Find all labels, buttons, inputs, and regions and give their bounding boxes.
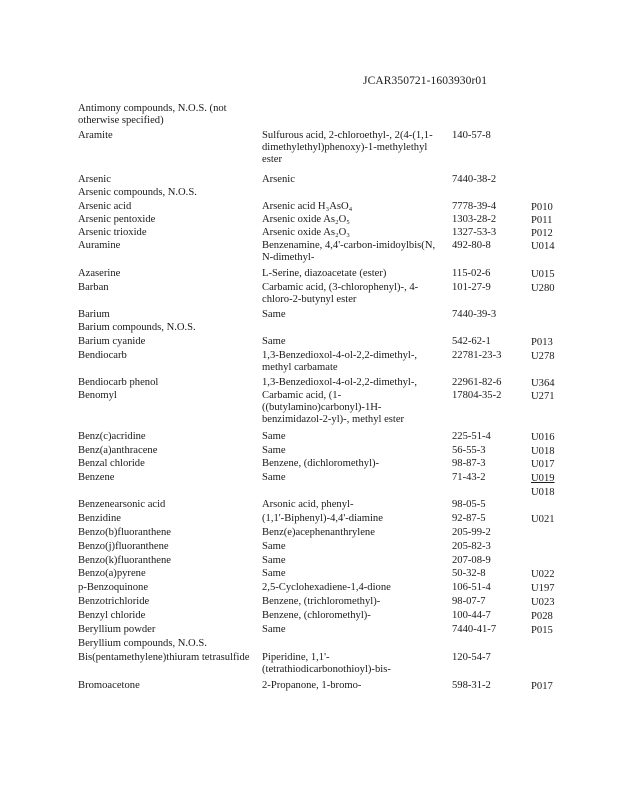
- waste-code: U364: [531, 378, 555, 389]
- waste-code: U019: [531, 473, 555, 484]
- waste-codes: [531, 596, 581, 610]
- substance-name: Bis(pentamethylene)thiuram tetrasulfide: [78, 652, 250, 663]
- waste-codes: [531, 568, 581, 582]
- waste-codes: [531, 214, 581, 228]
- cas-number: 7440-39-3: [452, 309, 497, 320]
- substance-name: Arsenic acid: [78, 201, 132, 212]
- waste-codes: [531, 582, 581, 596]
- waste-codes: [531, 377, 581, 391]
- waste-code: U018: [531, 446, 555, 457]
- substance-name: Benzo(b)fluoranthene: [78, 527, 171, 538]
- waste-code: U014: [531, 241, 555, 252]
- cas-number: 22961-82-6: [452, 377, 502, 388]
- waste-codes: [531, 624, 581, 638]
- substance-name: Auramine: [78, 240, 121, 251]
- waste-code: U015: [531, 269, 555, 280]
- substance-synonym: Same: [262, 309, 286, 320]
- substance-synonym: Arsenic oxide As₂O₃: [262, 227, 351, 238]
- substance-name: Azaserine: [78, 268, 121, 279]
- waste-code: P010: [531, 202, 553, 213]
- waste-code: U016: [531, 432, 555, 443]
- substance-synonym: Same: [262, 336, 286, 347]
- cas-number: 115-02-6: [452, 268, 491, 279]
- cas-number: 598-31-2: [452, 680, 491, 691]
- cas-number: 98-87-3: [452, 458, 486, 469]
- substance-synonym: Benzene, (dichloromethyl)-: [262, 458, 380, 469]
- substance-synonym: Benz(e)acephenanthrylene: [262, 527, 375, 538]
- substance-name: Aramite: [78, 130, 113, 141]
- cas-number: 17804-35-2: [452, 390, 502, 401]
- waste-codes: [531, 513, 581, 527]
- waste-codes: [531, 282, 581, 296]
- substance-name: Benzenearsonic acid: [78, 499, 166, 510]
- substance-synonym: Arsenic: [262, 174, 295, 185]
- waste-codes: [531, 336, 581, 350]
- cas-number: 205-99-2: [452, 527, 491, 538]
- waste-code: U022: [531, 569, 555, 580]
- cas-number: 542-62-1: [452, 336, 491, 347]
- substance-name: Benz(a)anthracene: [78, 445, 158, 456]
- cas-number: 1303-28-2: [452, 214, 497, 225]
- substance-name: Beryllium compounds, N.O.S.: [78, 638, 207, 649]
- substance-synonym: Same: [262, 555, 286, 566]
- substance-name: Benzotrichloride: [78, 596, 150, 607]
- cas-number: 100-44-7: [452, 610, 491, 621]
- substance-name: Barban: [78, 282, 109, 293]
- cas-number: 1327-53-3: [452, 227, 497, 238]
- substance-synonym: Piperidine, 1,1'-(tetrathiodicarbonothioyl)-bis-: [262, 652, 391, 675]
- cas-number: 7440-41-7: [452, 624, 497, 635]
- cas-number: 22781-23-3: [452, 350, 502, 361]
- substance-name: Benzyl chloride: [78, 610, 146, 621]
- substance-synonym: Carbamic acid, (3-chlorophenyl)-, 4-chloro-2-butynyl ester: [262, 282, 419, 305]
- waste-code: U018: [531, 487, 555, 498]
- substance-name: Bendiocarb phenol: [78, 377, 159, 388]
- cas-number: 101-27-9: [452, 282, 491, 293]
- waste-codes: [531, 390, 581, 404]
- substance-synonym: Arsenic acid H₃AsO₄: [262, 201, 353, 212]
- cas-number: 71-43-2: [452, 472, 486, 483]
- cas-number: 120-54-7: [452, 652, 491, 663]
- substance-name: Barium compounds, N.O.S.: [78, 322, 196, 333]
- substance-synonym: Arsonic acid, phenyl-: [262, 499, 354, 510]
- cas-number: 106-51-4: [452, 582, 491, 593]
- substance-name: Barium cyanide: [78, 336, 146, 347]
- cas-number: 98-05-5: [452, 499, 486, 510]
- substance-synonym: Carbamic acid, (1-((butylamino)carbonyl)-1H-benzimidazol-2-yl)-, methyl ester: [262, 390, 405, 425]
- substance-synonym: L-Serine, diazoacetate (ester): [262, 268, 387, 279]
- substance-name: Benzo(a)pyrene: [78, 568, 146, 579]
- substance-name: Benzo(j)fluoranthene: [78, 541, 169, 552]
- substance-synonym: Benzenamine, 4,4'-carbon-imidoylbis(N, N-dimethyl-: [262, 240, 436, 263]
- waste-codes: [531, 240, 581, 254]
- document-id-header: JCAR350721-1603930r01: [363, 75, 488, 87]
- cas-number: 56-55-3: [452, 445, 486, 456]
- substance-synonym: Same: [262, 472, 286, 483]
- waste-codes: [531, 445, 581, 459]
- substance-synonym: Sulfurous acid, 2-chloroethyl-, 2(4-(1,1-dimethylethyl)phenoxy)-1-methylethyl ester: [262, 130, 433, 165]
- substance-synonym: Same: [262, 541, 286, 552]
- cas-number: 140-57-8: [452, 130, 491, 141]
- cas-number: 92-87-5: [452, 513, 486, 524]
- waste-codes: [531, 227, 581, 241]
- substance-name: Benzene: [78, 472, 115, 483]
- waste-code: P017: [531, 681, 553, 692]
- waste-codes: [531, 458, 581, 472]
- substance-name: Arsenic trioxide: [78, 227, 147, 238]
- substance-synonym: Arsenic oxide As₂O₅: [262, 214, 351, 225]
- substance-synonym: Same: [262, 445, 286, 456]
- waste-code: P013: [531, 337, 553, 348]
- substance-name: Benz(c)acridine: [78, 431, 146, 442]
- substance-synonym: Benzene, (chloromethyl)-: [262, 610, 371, 621]
- waste-codes: [531, 350, 581, 364]
- substance-synonym: Benzene, (trichloromethyl)-: [262, 596, 381, 607]
- substance-name: Benzo(k)fluoranthene: [78, 555, 171, 566]
- substance-name: Barium: [78, 309, 110, 320]
- substance-synonym: 1,3-Benzedioxol-4-ol-2,2-dimethyl-,: [262, 377, 418, 388]
- substance-name: Beryllium powder: [78, 624, 156, 635]
- substance-synonym: 2,5-Cyclohexadiene-1,4-dione: [262, 582, 391, 593]
- waste-code: U021: [531, 514, 555, 525]
- cas-number: 7440-38-2: [452, 174, 497, 185]
- waste-codes: [531, 201, 581, 215]
- substance-synonym: 2-Propanone, 1-bromo-: [262, 680, 362, 691]
- cas-number: 207-08-9: [452, 555, 491, 566]
- cas-number: 492-80-8: [452, 240, 491, 251]
- substance-name: Arsenic: [78, 174, 111, 185]
- waste-code: P028: [531, 611, 553, 622]
- substance-name: Antimony compounds, N.O.S. (not otherwise specified): [78, 103, 227, 126]
- substance-name: p-Benzoquinone: [78, 582, 149, 593]
- substance-name: Arsenic pentoxide: [78, 214, 156, 225]
- substance-synonym: Same: [262, 431, 286, 442]
- cas-number: 50-32-8: [452, 568, 486, 579]
- waste-codes: [531, 680, 581, 694]
- cas-number: 7778-39-4: [452, 201, 497, 212]
- substance-synonym: Same: [262, 624, 286, 635]
- substance-synonym: 1,3-Benzedioxol-4-ol-2,2-dimethyl-, methyl carbamate: [262, 350, 418, 373]
- waste-codes: [531, 431, 581, 445]
- cas-number: 98-07-7: [452, 596, 486, 607]
- substance-name: Benomyl: [78, 390, 117, 401]
- substance-name: Bromoacetone: [78, 680, 140, 691]
- waste-code: U197: [531, 583, 555, 594]
- cas-number: 205-82-3: [452, 541, 491, 552]
- waste-codes: [531, 610, 581, 624]
- substance-synonym: Same: [262, 568, 286, 579]
- waste-code: U017: [531, 459, 555, 470]
- substance-name: Benzal chloride: [78, 458, 145, 469]
- substance-name: Benzidine: [78, 513, 121, 524]
- substance-name: Bendiocarb: [78, 350, 127, 361]
- waste-code: U023: [531, 597, 555, 608]
- substance-name: Arsenic compounds, N.O.S.: [78, 187, 197, 198]
- waste-codes: [531, 472, 581, 500]
- waste-code: U278: [531, 351, 555, 362]
- waste-code: P012: [531, 228, 553, 239]
- substance-synonym: (1,1'-Biphenyl)-4,4'-diamine: [262, 513, 383, 524]
- waste-codes: [531, 268, 581, 282]
- cas-number: 225-51-4: [452, 431, 491, 442]
- waste-code: U280: [531, 283, 555, 294]
- waste-code: P011: [531, 215, 553, 226]
- waste-code: P015: [531, 625, 553, 636]
- waste-code: U271: [531, 391, 555, 402]
